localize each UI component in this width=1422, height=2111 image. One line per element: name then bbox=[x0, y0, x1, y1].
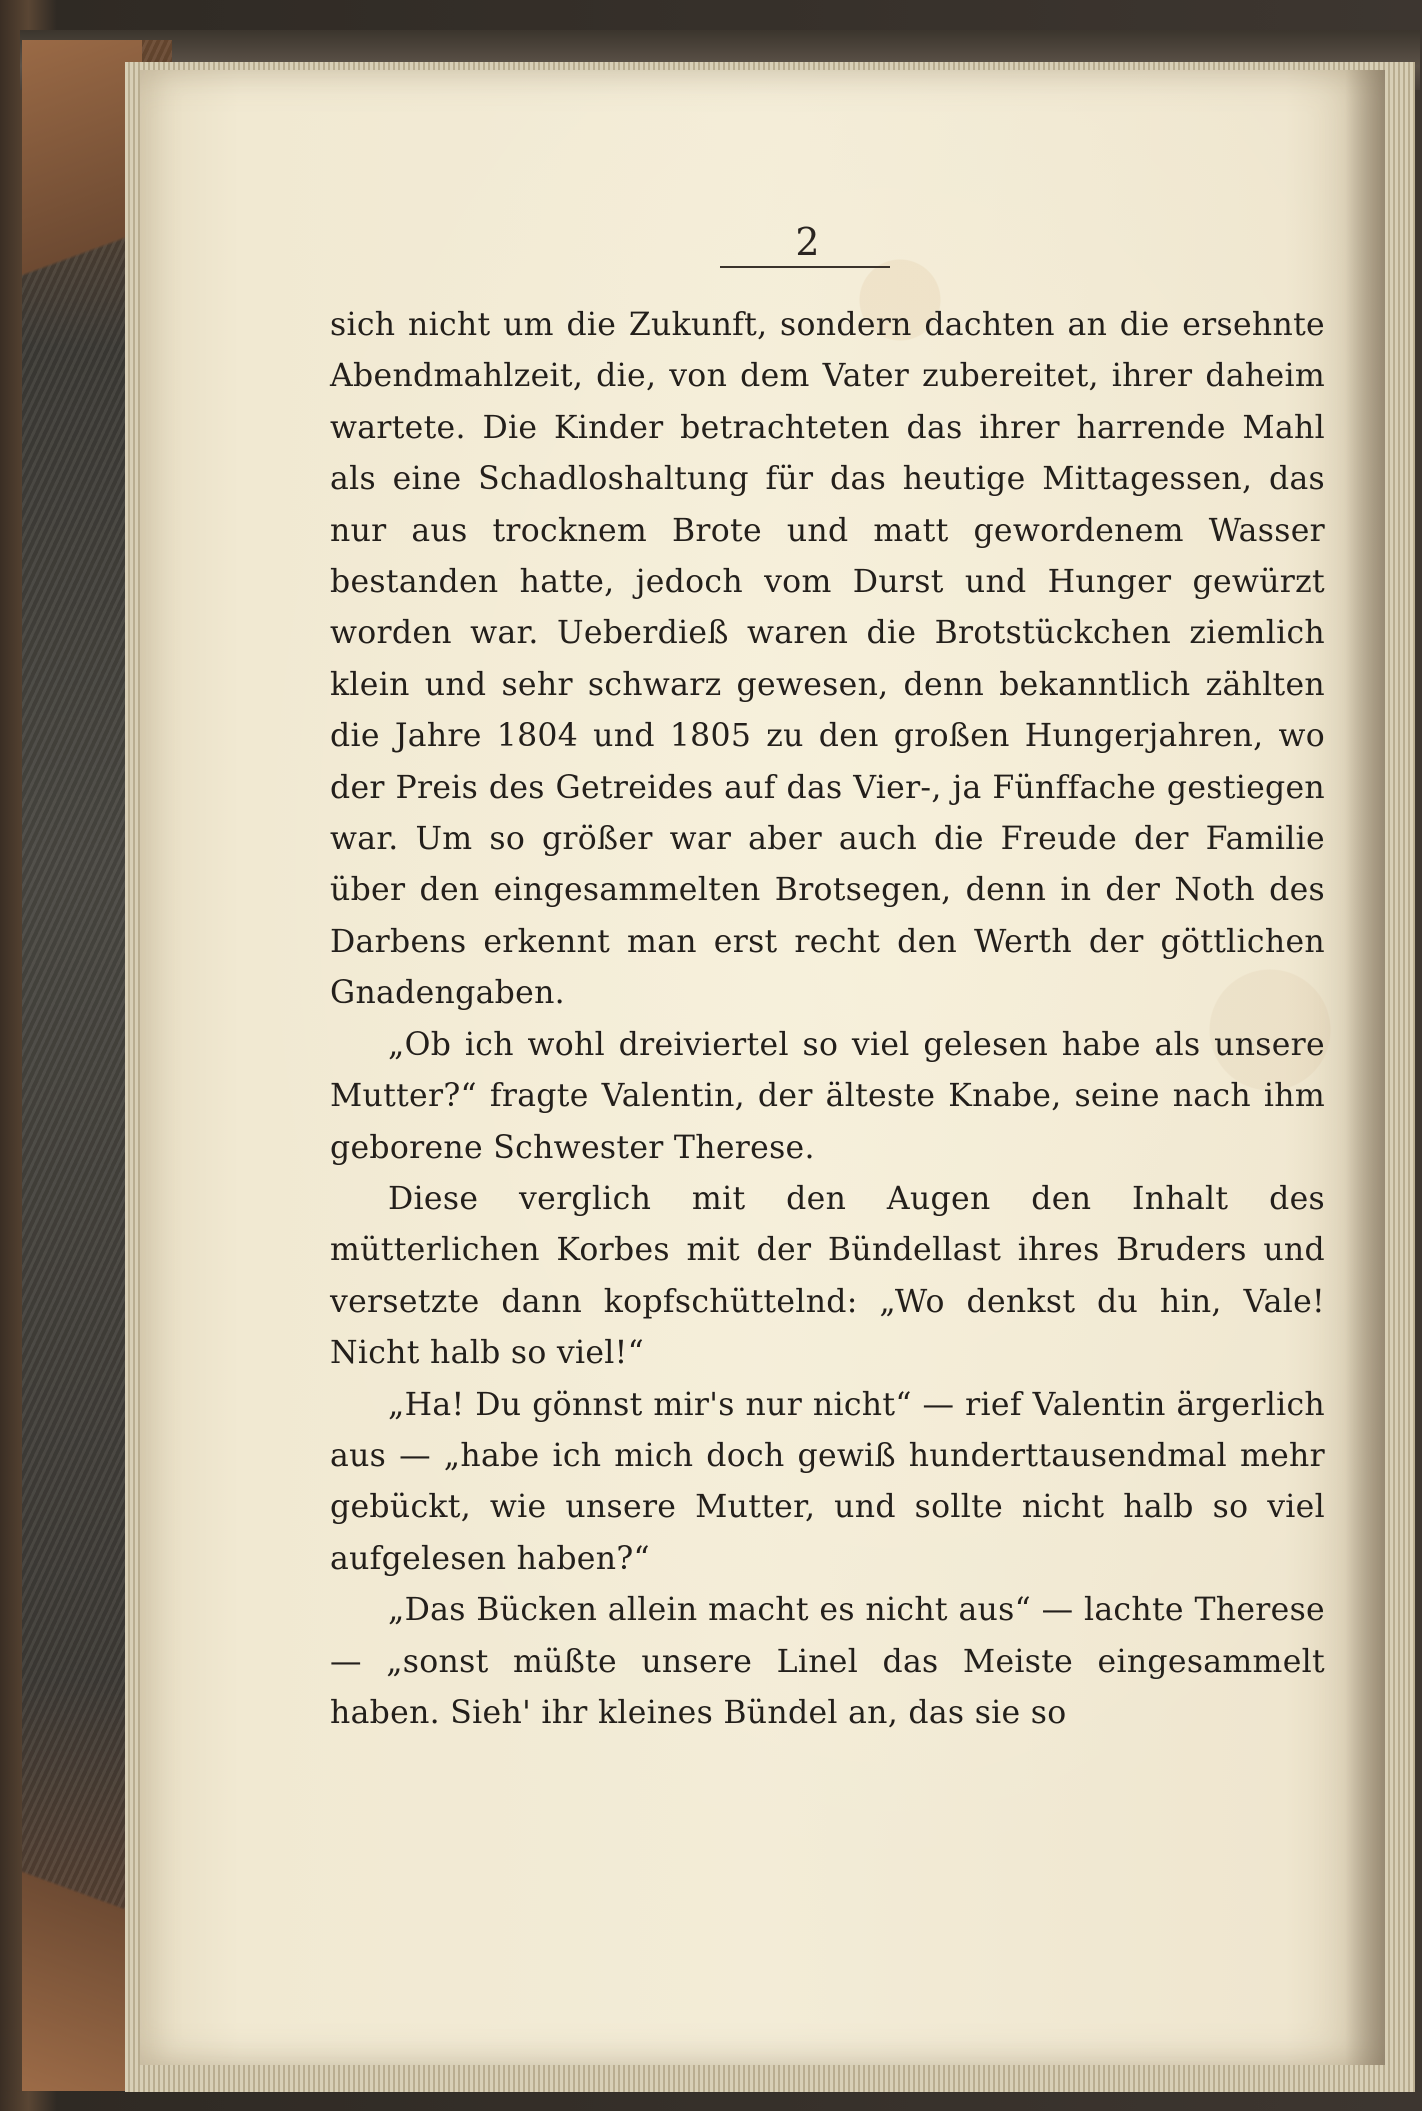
paragraph: „Das Bücken allein macht es nicht aus“ — lachte Therese — „sonst müßte unsere Linel das Meiste eingesammelt haben. Sieh' ihr kleines Bündel an, das sie so bbox=[330, 1592, 1325, 1731]
page-number-text: 2 bbox=[795, 220, 820, 264]
paragraph: Diese verglich mit den Augen den Inhalt des mütterlichen Korbes mit der Bündellast ihres Bruders und versetzte dann kopfschüttelnd: „Wo denkst du hin, Vale! Nicht halb so viel!“ bbox=[330, 1180, 1325, 1372]
book-page bbox=[140, 70, 1385, 2065]
paragraph: „Ha! Du gönnst mir's nur nicht“ — rief Valentin ärgerlich aus — „habe ich mich doch gewiß hunderttausendmal mehr gebückt, wie unsere Mutter, und sollte nicht halb so viel aufgelesen haben?“ bbox=[330, 1386, 1325, 1577]
header-rule bbox=[720, 266, 890, 268]
page-gutter-shadow bbox=[1345, 70, 1385, 2065]
page-number bbox=[140, 220, 1385, 264]
leather-corner-top bbox=[22, 40, 142, 330]
paragraph: sich nicht um die Zukunft, sondern dachten an die ersehnte Abendmahlzeit, die, von dem Vater zubereitet, ihrer daheim wartete. Die Kinder betrachteten das ihrer harrende Mahl als eine Schadloshaltung für das heutige Mittagessen, das nur aus trocknem Brote und matt gewordenem Wasser bestanden hatte, jedoch vom Durst und Hunger gewürzt worden war. Ueberdieß waren die Brotstückchen ziemlich klein und sehr schwarz gewesen, denn bekanntlich zählten die Jahre 1804 und 1805 zu den großen Hungerjahren, wo der Preis des Getreides auf das Vier-, ja Fünffache gestiegen war. Um so größer war aber auch die Freude der Familie über den eingesammelten Brotsegen, denn in der Noth des Darbens erkennt man erst recht den Werth der göttlichen Gnadengaben. bbox=[330, 307, 1325, 1012]
paragraph: „Ob ich wohl dreiviertel so viel gelesen habe als unsere Mutter?“ fragte Valentin, der älteste Knabe, seine nach ihm geborene Schwester Therese. bbox=[330, 1026, 1325, 1166]
body-text bbox=[330, 300, 1325, 1739]
